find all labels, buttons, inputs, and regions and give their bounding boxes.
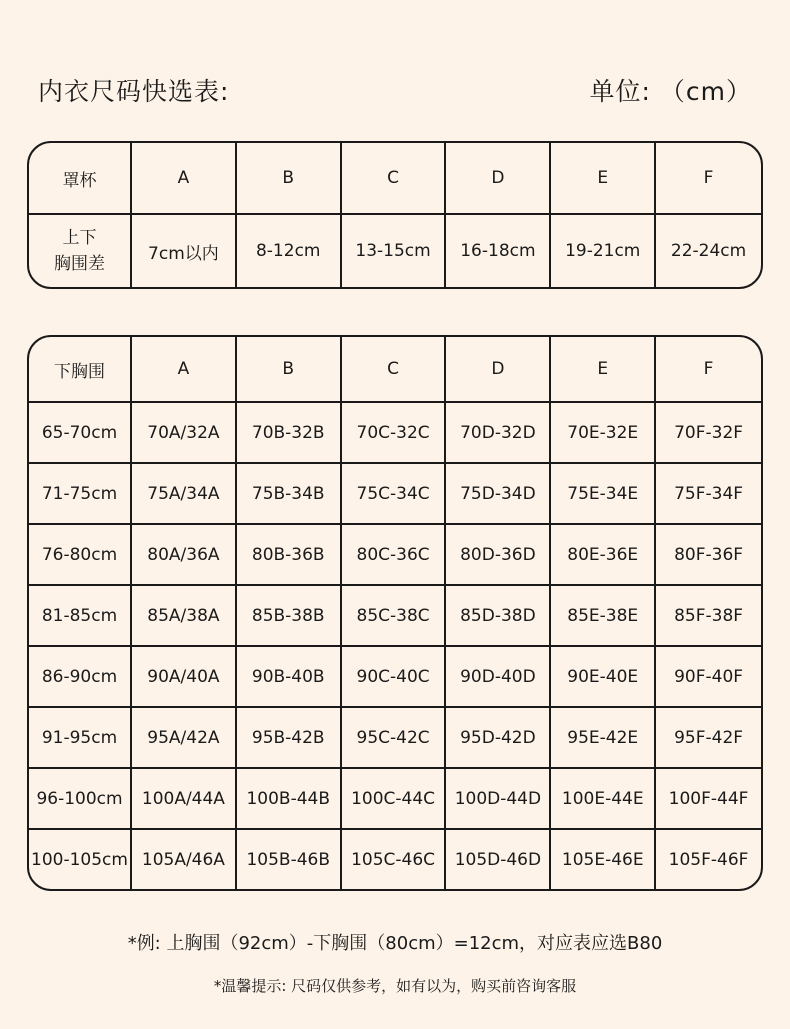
size-cell: 70A/32A bbox=[132, 403, 237, 464]
size-cell: 95E-42E bbox=[551, 708, 656, 769]
size-cell: 80A/36A bbox=[132, 525, 237, 586]
size-cell: 105B-46B bbox=[237, 830, 342, 889]
size-cell: 75D-34D bbox=[446, 464, 551, 525]
size-cell: 95A/42A bbox=[132, 708, 237, 769]
bust-difference-row bbox=[29, 215, 761, 287]
size-cell: 75E-34E bbox=[551, 464, 656, 525]
size-chart-table bbox=[27, 335, 763, 891]
cup-header-row bbox=[29, 143, 761, 215]
bust-difference-value: 7cm以内 bbox=[132, 215, 237, 287]
underbust-range: 81-85cm bbox=[29, 586, 132, 647]
underbust-range: 76-80cm bbox=[29, 525, 132, 586]
cup-label: A bbox=[132, 143, 237, 215]
size-cell: 80E-36E bbox=[551, 525, 656, 586]
cup-label: B bbox=[237, 143, 342, 215]
cup-label: C bbox=[342, 337, 447, 403]
cup-label: C bbox=[342, 143, 447, 215]
bust-difference-value: 22-24cm bbox=[670, 241, 747, 261]
size-cell: 85A/38A bbox=[132, 586, 237, 647]
size-header-row bbox=[29, 337, 761, 403]
size-row bbox=[29, 586, 761, 647]
size-cell: 100D-44D bbox=[446, 769, 551, 830]
size-cell: 85C-38C bbox=[342, 586, 447, 647]
cup-label: F bbox=[656, 337, 761, 403]
size-cell: 95B-42B bbox=[237, 708, 342, 769]
size-cell: 100C-44C bbox=[342, 769, 447, 830]
size-cell: 80F-36F bbox=[656, 525, 761, 586]
page-title: 内衣尺码快选表: bbox=[38, 77, 230, 106]
underbust-range: 65-70cm bbox=[29, 403, 132, 464]
size-row bbox=[29, 525, 761, 586]
bust-difference-header-line2: 胸围差 bbox=[54, 254, 105, 274]
size-cell: 70F-32F bbox=[656, 403, 761, 464]
size-cell: 95D-42D bbox=[446, 708, 551, 769]
underbust-range: 71-75cm bbox=[29, 464, 132, 525]
cup-label: E bbox=[551, 143, 656, 215]
size-cell: 90C-40C bbox=[342, 647, 447, 708]
size-cell: 90B-40B bbox=[237, 647, 342, 708]
bust-difference-header bbox=[29, 215, 132, 287]
underbust-header: 下胸围 bbox=[29, 337, 132, 403]
size-cell: 100F-44F bbox=[656, 769, 761, 830]
size-cell: 70E-32E bbox=[551, 403, 656, 464]
tip-note: *温馨提示: 尺码仅供参考，如有以为，购买前咨询客服 bbox=[213, 977, 577, 995]
size-row bbox=[29, 647, 761, 708]
size-cell: 105A/46A bbox=[132, 830, 237, 889]
size-cell: 80C-36C bbox=[342, 525, 447, 586]
size-cell: 75B-34B bbox=[237, 464, 342, 525]
size-cell: 105F-46F bbox=[668, 849, 749, 870]
cup-row-header: 罩杯 bbox=[29, 143, 132, 215]
cup-label: A bbox=[132, 337, 237, 403]
bust-difference-value: 19-21cm bbox=[551, 215, 656, 287]
example-note: *例: 上胸围（92cm）-下胸围（80cm）=12cm，对应表应选B80 bbox=[127, 933, 663, 954]
size-cell: 100E-44E bbox=[551, 769, 656, 830]
size-cell: 100B-44B bbox=[237, 769, 342, 830]
size-cell: 70C-32C bbox=[342, 403, 447, 464]
size-row bbox=[29, 403, 761, 464]
size-cell: 100A/44A bbox=[132, 769, 237, 830]
size-cell: 70B-32B bbox=[237, 403, 342, 464]
cup-label: B bbox=[237, 337, 342, 403]
cup-label: F bbox=[656, 143, 761, 215]
bust-difference-value: 13-15cm bbox=[342, 215, 447, 287]
size-cell: 90E-40E bbox=[551, 647, 656, 708]
size-cell: 80B-36B bbox=[237, 525, 342, 586]
size-cell: 75F-34F bbox=[656, 464, 761, 525]
size-cell: 105C-46C bbox=[342, 830, 447, 889]
size-cell: 85B-38B bbox=[237, 586, 342, 647]
size-cell: 85D-38D bbox=[446, 586, 551, 647]
size-cell: 80D-36D bbox=[446, 525, 551, 586]
bust-difference-header-line1: 上下 bbox=[62, 228, 97, 248]
size-cell: 105E-46E bbox=[551, 830, 656, 889]
size-cell: 95C-42C bbox=[342, 708, 447, 769]
bust-difference-value: 16-18cm bbox=[446, 215, 551, 287]
size-row bbox=[29, 769, 761, 830]
cup-label: D bbox=[446, 143, 551, 215]
unit-label: 单位: （cm） bbox=[589, 77, 752, 106]
size-cell: 105D-46D bbox=[446, 830, 551, 889]
cup-label: E bbox=[551, 337, 656, 403]
size-cell: 85E-38E bbox=[551, 586, 656, 647]
size-cell: 90A/40A bbox=[132, 647, 237, 708]
size-cell: 70D-32D bbox=[446, 403, 551, 464]
underbust-range: 86-90cm bbox=[29, 647, 132, 708]
underbust-range: 100-105cm bbox=[29, 830, 132, 889]
bust-difference-value: 8-12cm bbox=[237, 215, 342, 287]
cup-difference-table bbox=[27, 141, 763, 289]
size-cell: 85F-38F bbox=[656, 586, 761, 647]
size-cell: 75C-34C bbox=[342, 464, 447, 525]
size-cell: 95F-42F bbox=[656, 708, 761, 769]
size-row bbox=[29, 708, 761, 769]
cup-label: D bbox=[446, 337, 551, 403]
size-row bbox=[29, 830, 761, 889]
size-cell: 90F-40F bbox=[656, 647, 761, 708]
underbust-range: 91-95cm bbox=[29, 708, 132, 769]
size-cell: 75A/34A bbox=[132, 464, 237, 525]
size-cell: 90D-40D bbox=[446, 647, 551, 708]
size-row bbox=[29, 464, 761, 525]
underbust-range: 96-100cm bbox=[29, 769, 132, 830]
